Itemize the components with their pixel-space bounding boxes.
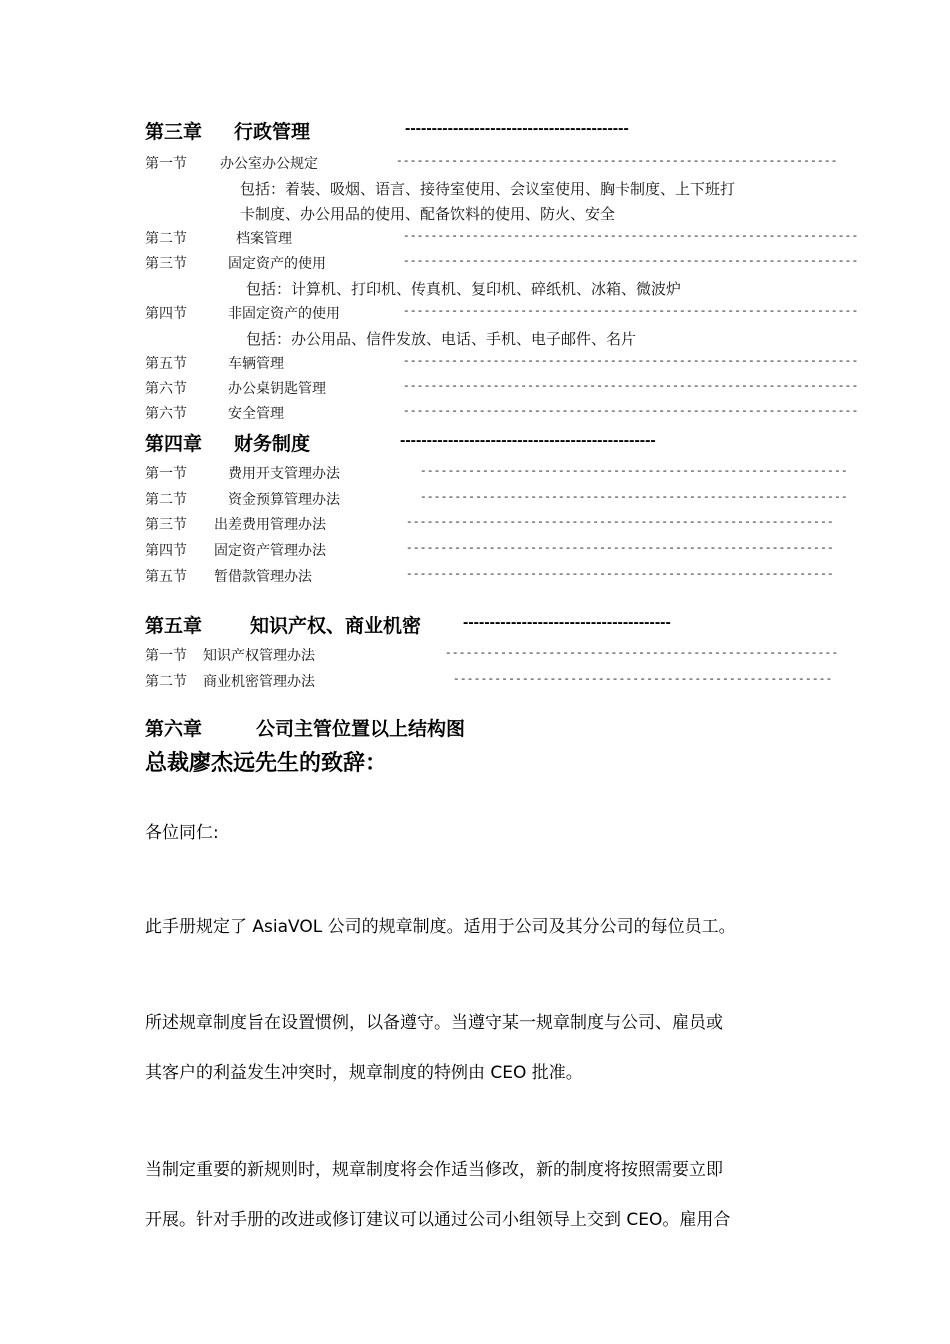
ch3-sec3-includes: 包括：计算机、打印机、传真机、复印机、碎纸机、冰箱、微波炉 [246,280,682,298]
ch3-sec1-num: 第一节 [145,156,187,172]
ch5-sec2-title: 商业机密管理办法 [203,674,315,690]
ch3-sec3-num: 第三节 [145,256,187,272]
ch4-sec2-leader: -------------------------------------------------------------- [420,492,848,504]
ch3-sec1-leader: ---------------------------------------------------------------- [396,156,838,168]
ch4-sec3-title: 出差费用管理办法 [214,517,326,533]
ch3-sec3-title: 固定资产的使用 [228,256,326,272]
ch3-sec5-leader: ------------------------------------------------------------------ [403,356,859,368]
chapter-6-label: 第六章 [145,718,203,740]
ch5-sec1-title: 知识产权管理办法 [203,648,315,664]
ch3-sec6a-leader: ------------------------------------------------------------------ [403,381,859,393]
ch4-sec4-title: 固定资产管理办法 [214,543,326,559]
chapter-3-title: 行政管理 [234,121,311,143]
speech-paragraph-3-line-1: 当制定重要的新规则时，规章制度将会作适当修改，新的制度将按照需要立即 [145,1160,723,1180]
chapter-3-leader: ------------------------------------------ [405,120,629,137]
ch5-sec2-leader: ------------------------------------------------------- [453,674,833,686]
ch3-sec6b-num: 第六节 [145,406,187,422]
chapter-4-title: 财务制度 [234,433,311,455]
ch3-sec6a-num: 第六节 [145,381,187,397]
ch4-sec1-title: 费用开支管理办法 [228,466,340,482]
ch4-sec2-title: 资金预算管理办法 [228,492,340,508]
ch3-sec1-includes-line1: 包括：着装、吸烟、语言、接待室使用、会议室使用、胸卡制度、上下班打 [240,180,736,198]
ch3-sec6a-title: 办公桌钥匙管理 [228,381,326,397]
ch3-sec1-title: 办公室办公规定 [220,156,318,172]
ch3-sec4-title: 非固定资产的使用 [228,306,340,322]
chapter-3-label: 第三章 [145,121,203,143]
ch4-sec5-num: 第五节 [145,569,187,585]
ch3-sec4-leader: ------------------------------------------------------------------ [403,306,859,318]
ch3-sec1-includes-line2: 卡制度、办公用品的使用、配备饮料的使用、防火、安全 [240,205,616,223]
chapter-5-label: 第五章 [145,615,203,637]
ch4-sec4-leader: -------------------------------------------------------------- [406,543,834,555]
ch5-sec2-num: 第二节 [145,674,187,690]
chapter-5-title: 知识产权、商业机密 [250,615,422,637]
chapter-5-leader: --------------------------------------- [463,614,671,631]
ch3-sec4-num: 第四节 [145,306,187,322]
ch3-sec6b-title: 安全管理 [228,406,284,422]
ch3-sec2-num: 第二节 [145,231,187,247]
ch3-sec5-title: 车辆管理 [228,356,284,372]
speech-paragraph-1: 此手册规定了 AsiaVOL 公司的规章制度。适用于公司及其分公司的每位员工。 [145,917,736,937]
speech-title: 总裁廖杰远先生的致辞： [145,751,388,776]
ch4-sec3-num: 第三节 [145,517,187,533]
chapter-6-title: 公司主管位置以上结构图 [256,718,466,740]
ch4-sec5-leader: -------------------------------------------------------------- [406,569,834,581]
ch3-sec3-leader: ------------------------------------------------------------------ [403,256,859,268]
ch5-sec1-leader: --------------------------------------------------------- [445,648,839,660]
ch3-sec6b-leader: ------------------------------------------------------------------ [403,406,859,418]
speech-paragraph-2-line-2: 其客户的利益发生冲突时，规章制度的特例由 CEO 批准。 [145,1063,583,1083]
speech-paragraph-3-line-2: 开展。针对手册的改进或修订建议可以通过公司小组领导上交到 CEO。雇用合 [145,1210,731,1230]
ch4-sec4-num: 第四节 [145,543,187,559]
ch3-sec2-leader: ------------------------------------------------------------------ [403,231,859,243]
speech-paragraph-2-line-1: 所述规章制度旨在设置惯例，以备遵守。当遵守某一规章制度与公司、雇员或 [145,1013,723,1033]
ch3-sec4-includes: 包括：办公用品、信件发放、电话、手机、电子邮件、名片 [246,330,637,348]
speech-greeting: 各位同仁: [145,823,219,843]
ch4-sec5-title: 暂借款管理办法 [214,569,312,585]
ch3-sec5-num: 第五节 [145,356,187,372]
ch4-sec3-leader: -------------------------------------------------------------- [406,517,834,529]
ch4-sec1-leader: -------------------------------------------------------------- [420,466,848,478]
ch5-sec1-num: 第一节 [145,648,187,664]
ch4-sec2-num: 第二节 [145,492,187,508]
chapter-4-label: 第四章 [145,433,203,455]
chapter-4-leader: ------------------------------------------------ [400,432,656,449]
ch4-sec1-num: 第一节 [145,466,187,482]
ch3-sec2-title: 档案管理 [236,231,292,247]
